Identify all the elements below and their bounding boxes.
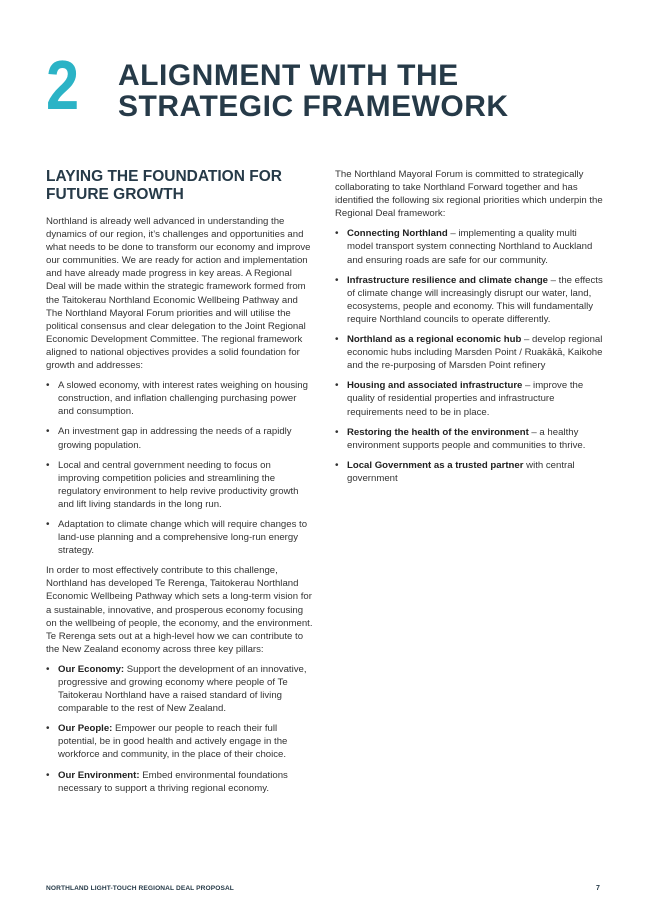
pillar-label: Our People:: [58, 723, 113, 735]
priority-item: [335, 333, 603, 372]
priority-text: – implementing a quality multi model transport system connecting Northland to Auckland and ensuring roads are safe for our community.: [347, 228, 593, 266]
priority-item: [335, 426, 603, 452]
pillar-item-people: [46, 722, 314, 761]
priority-item: [335, 459, 603, 485]
mayoral-forum-paragraph: The Northland Mayoral Forum is committed to strategically collaborating to take Northland Forward together and has identified the following six regional priorities which underpin the Regional Deal framework:: [335, 169, 603, 220]
priority-text: – improve the quality of residential properties and infrastructure requirements need to be in place.: [347, 380, 584, 418]
pillar-item-economy: [46, 663, 314, 715]
challenge-item: • An investment gap in addressing the needs of a rapidly growing population.: [46, 425, 314, 451]
priorities-list: [335, 227, 603, 485]
challenge-item: • Local and central government needing to focus on improving competition policies and streamlining the regulatory environment to help revive productivity growth and lift living standards in the long run.: [46, 459, 314, 511]
pillar-item-environment: [46, 769, 314, 795]
chapter-number: 2: [46, 46, 80, 124]
challenge-item: • Adaptation to climate change which will require changes to land-use planning and a comprehensive long-run energy strategy.: [46, 518, 314, 557]
right-column: [335, 168, 603, 492]
pillar-label: Our Economy:: [58, 663, 125, 675]
challenges-list: [46, 379, 314, 557]
section-heading: [46, 168, 314, 204]
priority-label: Infrastructure resilience and climate change: [347, 274, 549, 286]
pillar-text: Support the development of an innovative, progressive and growing economy where people of Te Taitokerau Northland have a raised standard of living comparable to the rest of New Zealand.: [58, 663, 307, 715]
priority-item: [335, 274, 603, 326]
priority-label: Connecting Northland: [347, 228, 448, 240]
priority-text: – a healthy environment supports people and communities to thrive.: [347, 426, 586, 451]
left-column: [46, 168, 314, 802]
priority-item: [335, 227, 603, 266]
chapter-title: [118, 60, 509, 122]
priority-label: Northland as a regional economic hub: [347, 334, 522, 346]
pillar-text: Empower our people to reach their full potential, be in good health and actively engage in the workforce and community, in the place of their choice.: [58, 723, 288, 761]
priority-item: [335, 379, 603, 418]
priority-text: – develop regional economic hubs including Marsden Point / Ruakākā, Kaikohe and the re-purposing of Marsden Point refinery: [347, 334, 603, 372]
priority-text: with central government: [347, 459, 575, 484]
pillars-list: [46, 663, 314, 795]
pathway-paragraph: In order to most effectively contribute to this challenge, Northland has developed Te Rerenga, Taitokerau Northland Economic Wellbeing Pathway which sets a long-term vision for a sustainable, innovative, and prosperous economy focusing on the wellbeing of people, the economy, and the environment. Te Rerenga sets out at a high-level how we can contribute to the New Zealand economy across three key pillars:: [46, 565, 313, 655]
priority-text: – the effects of climate change will increasingly disrupt our water, land, ecosystems, people and economy. This will fundamentally require Northland councils to operate differently.: [347, 274, 603, 325]
pillar-label: Our Environment:: [58, 769, 140, 781]
chapter-title-line-1: ALIGNMENT WITH THE: [118, 59, 459, 92]
section-heading-line-1: LAYING THE FOUNDATION FOR: [46, 168, 282, 185]
footer-page-number: 7: [596, 885, 600, 892]
intro-paragraph: Northland is already well advanced in understanding the dynamics of our region, it’s challenges and opportunities and what needs to be done to transform our economy and improve our communities. We are ready for action and implementation and have already made progress in key areas. A Regional Deal will be made within the strategic framework formed from the Taitokerau Northland Economic Wellbeing Pathway and The Northland Mayoral Forum priorities and will utilise the political consensus and clear delegation to the Joint Regional Economic Development Committee. The regional framework aligned to national objectives provides a solid foundation for growth and addresses:: [46, 216, 311, 372]
priority-label: Local Government as a trusted partner: [347, 459, 524, 471]
priority-label: Housing and associated infrastructure: [347, 380, 523, 392]
section-heading-line-2: FUTURE GROWTH: [46, 186, 184, 203]
pillar-text: Embed environmental foundations necessary to support a thriving regional economy.: [58, 769, 288, 794]
priority-label: Restoring the health of the environment: [347, 426, 529, 438]
footer-document-title: NORTHLAND LIGHT-TOUCH REGIONAL DEAL PROPOSAL: [46, 885, 234, 892]
chapter-title-line-2: STRATEGIC FRAMEWORK: [118, 90, 509, 123]
challenge-item: • A slowed economy, with interest rates weighing on housing construction, and inflation challenging purchasing power and consumption.: [46, 379, 314, 418]
